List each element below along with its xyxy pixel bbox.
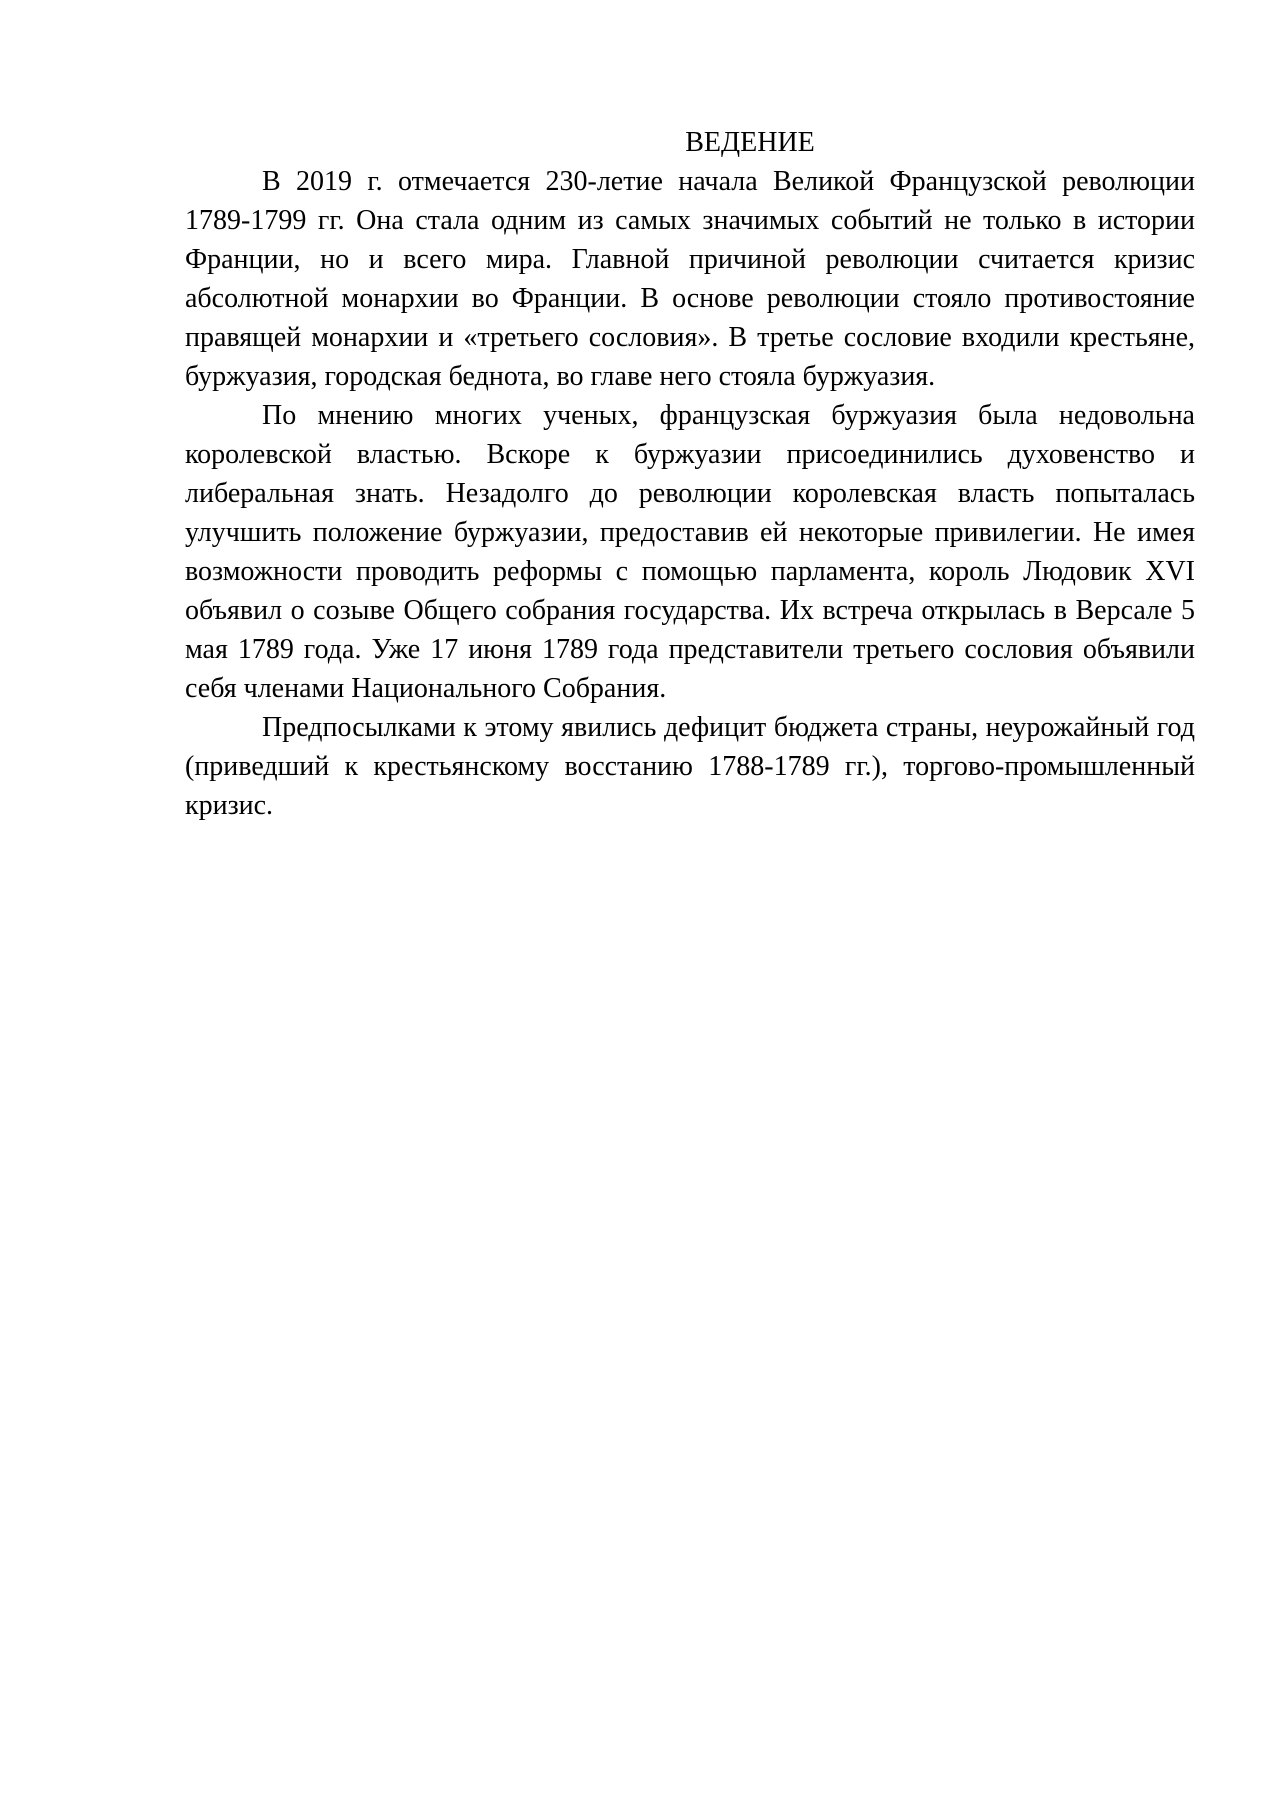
paragraph-1: В 2019 г. отмечается 230-летие начала Великой Французской революции 1789-1799 гг. Она стала одним из самых значимых событий не только в истории Франции, но и всего мира. Главной причиной революции считается кризис абсолютной монархии во Франции. В основе революции стояло противостояние правящей монархии и «третьего сословия». В третье сословие входили крестьяне, буржуазия, городская беднота, во главе него стояла буржуазия. [185, 166, 1195, 392]
document-body [185, 123, 1195, 825]
paragraph-2: По мнению многих ученых, французская буржуазия была недовольна королевской властью. Вскоре к буржуазии присоединились духовенство и либеральная знать. Незадолго до революции королевская власть попыталась улучшить положение буржуазии, предоставив ей некоторые привилегии. Не имея возможности проводить реформы с помощью парламента, король Людовик XVI объявил о созыве Общего собрания государства. Их встреча открылась в Версале 5 мая 1789 года. Уже 17 июня 1789 года представители третьего сословия объявили себя членами Национального Собрания. [185, 400, 1195, 704]
paragraph-3: Предпосылками к этому явились дефицит бюджета страны, неурожайный год (приведший к крестьянскому восстанию 1788-1789 гг.), торгово-промышленный кризис. [185, 712, 1195, 821]
document-title: ВЕДЕНИЕ [685, 127, 815, 158]
